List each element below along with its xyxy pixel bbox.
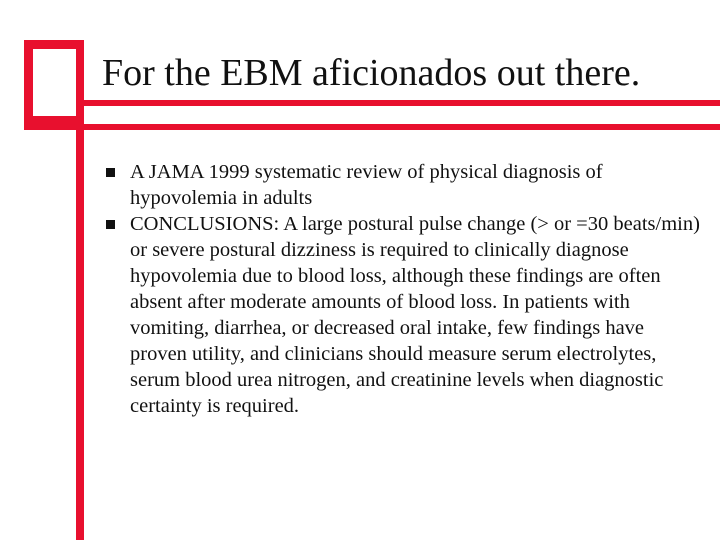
bullet-list bbox=[106, 159, 706, 419]
slide-title: For the EBM aficionados out there. bbox=[102, 52, 641, 94]
frame-top-bar bbox=[24, 40, 84, 49]
frame-right-vertical-bar bbox=[76, 40, 84, 540]
frame-left-bar bbox=[24, 40, 33, 124]
content-divider-bar bbox=[24, 124, 720, 130]
frame-bottom-bar bbox=[24, 116, 84, 124]
bullet-item bbox=[106, 211, 706, 419]
square-bullet-icon bbox=[106, 168, 115, 177]
bullet-text: CONCLUSIONS: A large postural pulse change (> or =30 beats/min) or severe postural dizziness is required to clinically diagnose hypovolemia due to blood loss, although these findings are often absent after moderate amounts of blood loss. In patients with vomiting, diarrhea, or decreased oral intake, few findings have proven utility, and clinicians should measure serum electrolytes, serum blood urea nitrogen, and creatinine levels when diagnostic certainty is required. bbox=[130, 213, 700, 417]
title-underline-bar bbox=[76, 100, 720, 106]
bullet-text: A JAMA 1999 systematic review of physical diagnosis of hypovolemia in adults bbox=[130, 161, 603, 209]
bullet-item bbox=[106, 159, 706, 211]
square-bullet-icon bbox=[106, 220, 115, 229]
